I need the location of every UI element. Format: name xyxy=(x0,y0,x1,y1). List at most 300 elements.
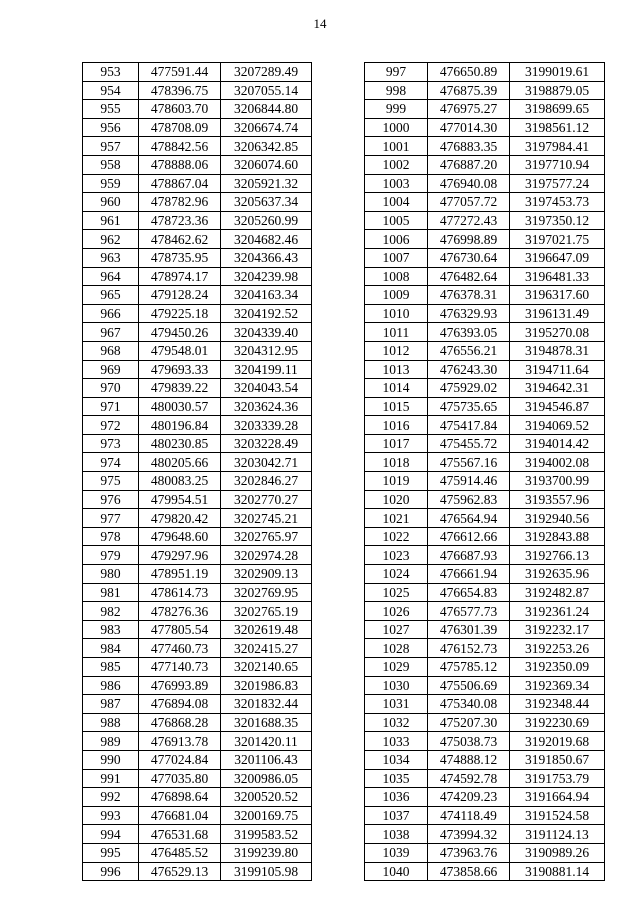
y-coordinate-cell: 3203228.49 xyxy=(221,434,312,453)
table-row xyxy=(83,602,312,621)
x-coordinate-cell: 475914.46 xyxy=(428,472,510,491)
table-row xyxy=(365,137,605,156)
y-coordinate-cell: 3204366.43 xyxy=(221,248,312,267)
x-coordinate-cell: 476531.68 xyxy=(139,825,221,844)
point-number-cell: 1032 xyxy=(365,713,428,732)
y-coordinate-cell: 3194069.52 xyxy=(510,416,605,435)
table-row xyxy=(83,230,312,249)
table-row xyxy=(365,527,605,546)
x-coordinate-cell: 475785.12 xyxy=(428,658,510,677)
coordinate-table-left xyxy=(82,62,312,881)
y-coordinate-cell: 3200986.05 xyxy=(221,769,312,788)
table-row xyxy=(83,658,312,677)
table-row xyxy=(83,63,312,82)
y-coordinate-cell: 3203339.28 xyxy=(221,416,312,435)
y-coordinate-cell: 3203624.36 xyxy=(221,397,312,416)
table-row xyxy=(83,565,312,584)
y-coordinate-cell: 3192348.44 xyxy=(510,695,605,714)
point-number-cell: 1002 xyxy=(365,155,428,174)
table-row xyxy=(365,304,605,323)
table-row xyxy=(83,713,312,732)
table-row xyxy=(83,639,312,658)
y-coordinate-cell: 3192232.17 xyxy=(510,620,605,639)
point-number-cell: 1027 xyxy=(365,620,428,639)
page-number: 14 xyxy=(313,16,327,31)
y-coordinate-cell: 3194642.31 xyxy=(510,379,605,398)
y-coordinate-cell: 3197021.75 xyxy=(510,230,605,249)
point-number-cell: 1040 xyxy=(365,862,428,881)
table-row xyxy=(365,360,605,379)
point-number-cell: 1010 xyxy=(365,304,428,323)
table-row xyxy=(83,862,312,881)
point-number-cell: 971 xyxy=(83,397,139,416)
y-coordinate-cell: 3201106.43 xyxy=(221,750,312,769)
point-number-cell: 988 xyxy=(83,713,139,732)
y-coordinate-cell: 3192766.13 xyxy=(510,546,605,565)
y-coordinate-cell: 3198879.05 xyxy=(510,81,605,100)
point-number-cell: 996 xyxy=(83,862,139,881)
x-coordinate-cell: 476887.20 xyxy=(428,155,510,174)
x-coordinate-cell: 477460.73 xyxy=(139,639,221,658)
x-coordinate-cell: 475038.73 xyxy=(428,732,510,751)
x-coordinate-cell: 476913.78 xyxy=(139,732,221,751)
table-row xyxy=(83,341,312,360)
point-number-cell: 984 xyxy=(83,639,139,658)
x-coordinate-cell: 474592.78 xyxy=(428,769,510,788)
y-coordinate-cell: 3192482.87 xyxy=(510,583,605,602)
point-number-cell: 1015 xyxy=(365,397,428,416)
x-coordinate-cell: 478735.95 xyxy=(139,248,221,267)
x-coordinate-cell: 476687.93 xyxy=(428,546,510,565)
x-coordinate-cell: 476556.21 xyxy=(428,341,510,360)
y-coordinate-cell: 3201832.44 xyxy=(221,695,312,714)
table-row xyxy=(365,639,605,658)
y-coordinate-cell: 3204312.95 xyxy=(221,341,312,360)
point-number-cell: 978 xyxy=(83,527,139,546)
point-number-cell: 982 xyxy=(83,602,139,621)
table-row xyxy=(83,211,312,230)
y-coordinate-cell: 3197710.94 xyxy=(510,155,605,174)
point-number-cell: 981 xyxy=(83,583,139,602)
x-coordinate-cell: 478782.96 xyxy=(139,193,221,212)
point-number-cell: 1026 xyxy=(365,602,428,621)
x-coordinate-cell: 478614.73 xyxy=(139,583,221,602)
y-coordinate-cell: 3202974.28 xyxy=(221,546,312,565)
x-coordinate-cell: 476612.66 xyxy=(428,527,510,546)
point-number-cell: 955 xyxy=(83,100,139,119)
table-row xyxy=(83,472,312,491)
x-coordinate-cell: 475962.83 xyxy=(428,490,510,509)
x-coordinate-cell: 479128.24 xyxy=(139,286,221,305)
x-coordinate-cell: 478974.17 xyxy=(139,267,221,286)
x-coordinate-cell: 475567.16 xyxy=(428,453,510,472)
point-number-cell: 961 xyxy=(83,211,139,230)
y-coordinate-cell: 3205260.99 xyxy=(221,211,312,230)
table-row xyxy=(365,750,605,769)
y-coordinate-cell: 3202415.27 xyxy=(221,639,312,658)
x-coordinate-cell: 480230.85 xyxy=(139,434,221,453)
point-number-cell: 987 xyxy=(83,695,139,714)
point-number-cell: 1034 xyxy=(365,750,428,769)
x-coordinate-cell: 475735.65 xyxy=(428,397,510,416)
x-coordinate-cell: 478723.36 xyxy=(139,211,221,230)
point-number-cell: 972 xyxy=(83,416,139,435)
point-number-cell: 1000 xyxy=(365,118,428,137)
y-coordinate-cell: 3206342.85 xyxy=(221,137,312,156)
point-number-cell: 997 xyxy=(365,63,428,82)
x-coordinate-cell: 480196.84 xyxy=(139,416,221,435)
x-coordinate-cell: 480205.66 xyxy=(139,453,221,472)
point-number-cell: 1005 xyxy=(365,211,428,230)
x-coordinate-cell: 474888.12 xyxy=(428,750,510,769)
x-coordinate-cell: 478276.36 xyxy=(139,602,221,621)
x-coordinate-cell: 473963.76 xyxy=(428,843,510,862)
table-row xyxy=(83,583,312,602)
x-coordinate-cell: 476998.89 xyxy=(428,230,510,249)
x-coordinate-cell: 479450.26 xyxy=(139,323,221,342)
point-number-cell: 1013 xyxy=(365,360,428,379)
table-row xyxy=(365,341,605,360)
y-coordinate-cell: 3191524.58 xyxy=(510,806,605,825)
point-number-cell: 968 xyxy=(83,341,139,360)
table-row xyxy=(83,304,312,323)
table-row xyxy=(365,100,605,119)
point-number-cell: 1029 xyxy=(365,658,428,677)
y-coordinate-cell: 3204163.34 xyxy=(221,286,312,305)
y-coordinate-cell: 3192940.56 xyxy=(510,509,605,528)
y-coordinate-cell: 3207055.14 xyxy=(221,81,312,100)
table-row xyxy=(365,397,605,416)
x-coordinate-cell: 475455.72 xyxy=(428,434,510,453)
table-row xyxy=(83,676,312,695)
x-coordinate-cell: 474118.49 xyxy=(428,806,510,825)
table-row xyxy=(365,267,605,286)
x-coordinate-cell: 478867.04 xyxy=(139,174,221,193)
x-coordinate-cell: 473994.32 xyxy=(428,825,510,844)
point-number-cell: 1021 xyxy=(365,509,428,528)
x-coordinate-cell: 477591.44 xyxy=(139,63,221,82)
y-coordinate-cell: 3192230.69 xyxy=(510,713,605,732)
table-row xyxy=(83,267,312,286)
y-coordinate-cell: 3196317.60 xyxy=(510,286,605,305)
point-number-cell: 973 xyxy=(83,434,139,453)
table-row xyxy=(83,620,312,639)
point-number-cell: 983 xyxy=(83,620,139,639)
y-coordinate-cell: 3202619.48 xyxy=(221,620,312,639)
table-row xyxy=(365,620,605,639)
y-coordinate-cell: 3197577.24 xyxy=(510,174,605,193)
x-coordinate-cell: 476661.94 xyxy=(428,565,510,584)
coordinate-table-right xyxy=(364,62,605,881)
x-coordinate-cell: 476378.31 xyxy=(428,286,510,305)
x-coordinate-cell: 477024.84 xyxy=(139,750,221,769)
x-coordinate-cell: 476301.39 xyxy=(428,620,510,639)
y-coordinate-cell: 3205921.32 xyxy=(221,174,312,193)
table-row xyxy=(365,769,605,788)
point-number-cell: 990 xyxy=(83,750,139,769)
y-coordinate-cell: 3206844.80 xyxy=(221,100,312,119)
point-number-cell: 1014 xyxy=(365,379,428,398)
point-number-cell: 1019 xyxy=(365,472,428,491)
table-row xyxy=(365,565,605,584)
x-coordinate-cell: 476898.64 xyxy=(139,788,221,807)
y-coordinate-cell: 3197453.73 xyxy=(510,193,605,212)
x-coordinate-cell: 476975.27 xyxy=(428,100,510,119)
x-coordinate-cell: 476730.64 xyxy=(428,248,510,267)
y-coordinate-cell: 3190989.26 xyxy=(510,843,605,862)
x-coordinate-cell: 476993.89 xyxy=(139,676,221,695)
y-coordinate-cell: 3193700.99 xyxy=(510,472,605,491)
y-coordinate-cell: 3207289.49 xyxy=(221,63,312,82)
y-coordinate-cell: 3203042.71 xyxy=(221,453,312,472)
point-number-cell: 970 xyxy=(83,379,139,398)
table-row xyxy=(365,211,605,230)
point-number-cell: 980 xyxy=(83,565,139,584)
table-row xyxy=(83,248,312,267)
table-row xyxy=(83,434,312,453)
x-coordinate-cell: 478842.56 xyxy=(139,137,221,156)
x-coordinate-cell: 475417.84 xyxy=(428,416,510,435)
y-coordinate-cell: 3199239.80 xyxy=(221,843,312,862)
x-coordinate-cell: 479225.18 xyxy=(139,304,221,323)
table-row xyxy=(365,379,605,398)
table-row xyxy=(365,155,605,174)
x-coordinate-cell: 479693.33 xyxy=(139,360,221,379)
y-coordinate-cell: 3194002.08 xyxy=(510,453,605,472)
table-row xyxy=(83,360,312,379)
point-number-cell: 985 xyxy=(83,658,139,677)
x-coordinate-cell: 477805.54 xyxy=(139,620,221,639)
x-coordinate-cell: 475340.08 xyxy=(428,695,510,714)
table-row xyxy=(83,174,312,193)
table-row xyxy=(83,509,312,528)
x-coordinate-cell: 478396.75 xyxy=(139,81,221,100)
x-coordinate-cell: 476940.08 xyxy=(428,174,510,193)
y-coordinate-cell: 3206674.74 xyxy=(221,118,312,137)
point-number-cell: 1024 xyxy=(365,565,428,584)
table-row xyxy=(83,825,312,844)
table-row xyxy=(83,379,312,398)
x-coordinate-cell: 478708.09 xyxy=(139,118,221,137)
point-number-cell: 969 xyxy=(83,360,139,379)
point-number-cell: 992 xyxy=(83,788,139,807)
table-row xyxy=(365,63,605,82)
x-coordinate-cell: 476868.28 xyxy=(139,713,221,732)
point-number-cell: 953 xyxy=(83,63,139,82)
point-number-cell: 1038 xyxy=(365,825,428,844)
y-coordinate-cell: 3202140.65 xyxy=(221,658,312,677)
x-coordinate-cell: 476883.35 xyxy=(428,137,510,156)
table-row xyxy=(365,602,605,621)
y-coordinate-cell: 3205637.34 xyxy=(221,193,312,212)
x-coordinate-cell: 479297.96 xyxy=(139,546,221,565)
point-number-cell: 998 xyxy=(365,81,428,100)
point-number-cell: 954 xyxy=(83,81,139,100)
point-number-cell: 1028 xyxy=(365,639,428,658)
point-number-cell: 989 xyxy=(83,732,139,751)
table-row xyxy=(365,713,605,732)
x-coordinate-cell: 475207.30 xyxy=(428,713,510,732)
point-number-cell: 1035 xyxy=(365,769,428,788)
y-coordinate-cell: 3192369.34 xyxy=(510,676,605,695)
table-row xyxy=(83,490,312,509)
table-row xyxy=(83,788,312,807)
point-number-cell: 1033 xyxy=(365,732,428,751)
y-coordinate-cell: 3192635.96 xyxy=(510,565,605,584)
y-coordinate-cell: 3200520.52 xyxy=(221,788,312,807)
table-row xyxy=(83,155,312,174)
x-coordinate-cell: 476654.83 xyxy=(428,583,510,602)
y-coordinate-cell: 3202769.95 xyxy=(221,583,312,602)
point-number-cell: 1017 xyxy=(365,434,428,453)
table-row xyxy=(83,193,312,212)
point-number-cell: 1036 xyxy=(365,788,428,807)
table-row xyxy=(83,397,312,416)
point-number-cell: 1007 xyxy=(365,248,428,267)
x-coordinate-cell: 476681.04 xyxy=(139,806,221,825)
table-row xyxy=(365,509,605,528)
y-coordinate-cell: 3192253.26 xyxy=(510,639,605,658)
x-coordinate-cell: 478462.62 xyxy=(139,230,221,249)
x-coordinate-cell: 476329.93 xyxy=(428,304,510,323)
x-coordinate-cell: 474209.23 xyxy=(428,788,510,807)
x-coordinate-cell: 480030.57 xyxy=(139,397,221,416)
table-row xyxy=(365,658,605,677)
point-number-cell: 1003 xyxy=(365,174,428,193)
point-number-cell: 986 xyxy=(83,676,139,695)
point-number-cell: 1004 xyxy=(365,193,428,212)
x-coordinate-cell: 476152.73 xyxy=(428,639,510,658)
point-number-cell: 1037 xyxy=(365,806,428,825)
point-number-cell: 995 xyxy=(83,843,139,862)
y-coordinate-cell: 3204239.98 xyxy=(221,267,312,286)
point-number-cell: 1031 xyxy=(365,695,428,714)
y-coordinate-cell: 3192350.09 xyxy=(510,658,605,677)
table-row xyxy=(365,695,605,714)
point-number-cell: 977 xyxy=(83,509,139,528)
x-coordinate-cell: 479839.22 xyxy=(139,379,221,398)
point-number-cell: 962 xyxy=(83,230,139,249)
y-coordinate-cell: 3194711.64 xyxy=(510,360,605,379)
y-coordinate-cell: 3204192.52 xyxy=(221,304,312,323)
point-number-cell: 1018 xyxy=(365,453,428,472)
table-row xyxy=(365,118,605,137)
x-coordinate-cell: 480083.25 xyxy=(139,472,221,491)
table-row xyxy=(83,527,312,546)
x-coordinate-cell: 477140.73 xyxy=(139,658,221,677)
table-row xyxy=(83,118,312,137)
x-coordinate-cell: 476894.08 xyxy=(139,695,221,714)
table-row xyxy=(83,695,312,714)
y-coordinate-cell: 3202745.21 xyxy=(221,509,312,528)
table-row xyxy=(365,825,605,844)
y-coordinate-cell: 3202765.19 xyxy=(221,602,312,621)
point-number-cell: 1039 xyxy=(365,843,428,862)
point-number-cell: 999 xyxy=(365,100,428,119)
y-coordinate-cell: 3199019.61 xyxy=(510,63,605,82)
y-coordinate-cell: 3193557.96 xyxy=(510,490,605,509)
y-coordinate-cell: 3196131.49 xyxy=(510,304,605,323)
point-number-cell: 1025 xyxy=(365,583,428,602)
y-coordinate-cell: 3196481.33 xyxy=(510,267,605,286)
point-number-cell: 965 xyxy=(83,286,139,305)
table-row xyxy=(365,323,605,342)
table-row xyxy=(83,453,312,472)
y-coordinate-cell: 3196647.09 xyxy=(510,248,605,267)
y-coordinate-cell: 3199105.98 xyxy=(221,862,312,881)
table-row xyxy=(83,137,312,156)
x-coordinate-cell: 477272.43 xyxy=(428,211,510,230)
table-row xyxy=(365,286,605,305)
y-coordinate-cell: 3192843.88 xyxy=(510,527,605,546)
table-row xyxy=(365,788,605,807)
table-row xyxy=(83,81,312,100)
y-coordinate-cell: 3192019.68 xyxy=(510,732,605,751)
x-coordinate-cell: 475506.69 xyxy=(428,676,510,695)
x-coordinate-cell: 477057.72 xyxy=(428,193,510,212)
point-number-cell: 976 xyxy=(83,490,139,509)
y-coordinate-cell: 3190881.14 xyxy=(510,862,605,881)
point-number-cell: 963 xyxy=(83,248,139,267)
table-row xyxy=(365,434,605,453)
table-row xyxy=(365,81,605,100)
y-coordinate-cell: 3202846.27 xyxy=(221,472,312,491)
y-coordinate-cell: 3204682.46 xyxy=(221,230,312,249)
table-row xyxy=(83,750,312,769)
x-coordinate-cell: 473858.66 xyxy=(428,862,510,881)
y-coordinate-cell: 3194878.31 xyxy=(510,341,605,360)
point-number-cell: 979 xyxy=(83,546,139,565)
table-row xyxy=(365,174,605,193)
x-coordinate-cell: 476482.64 xyxy=(428,267,510,286)
point-number-cell: 1011 xyxy=(365,323,428,342)
y-coordinate-cell: 3191850.67 xyxy=(510,750,605,769)
x-coordinate-cell: 476529.13 xyxy=(139,862,221,881)
point-number-cell: 1030 xyxy=(365,676,428,695)
table-row xyxy=(365,806,605,825)
table-row xyxy=(83,769,312,788)
point-number-cell: 1008 xyxy=(365,267,428,286)
point-number-cell: 1012 xyxy=(365,341,428,360)
table-row xyxy=(365,230,605,249)
table-row xyxy=(83,416,312,435)
point-number-cell: 966 xyxy=(83,304,139,323)
point-number-cell: 960 xyxy=(83,193,139,212)
x-coordinate-cell: 479954.51 xyxy=(139,490,221,509)
table-row xyxy=(83,100,312,119)
y-coordinate-cell: 3198699.65 xyxy=(510,100,605,119)
y-coordinate-cell: 3191124.13 xyxy=(510,825,605,844)
x-coordinate-cell: 478951.19 xyxy=(139,565,221,584)
table-row xyxy=(365,676,605,695)
y-coordinate-cell: 3192361.24 xyxy=(510,602,605,621)
x-coordinate-cell: 477014.30 xyxy=(428,118,510,137)
x-coordinate-cell: 479648.60 xyxy=(139,527,221,546)
x-coordinate-cell: 478888.06 xyxy=(139,155,221,174)
x-coordinate-cell: 476243.30 xyxy=(428,360,510,379)
y-coordinate-cell: 3197350.12 xyxy=(510,211,605,230)
table-row xyxy=(365,843,605,862)
point-number-cell: 1009 xyxy=(365,286,428,305)
table-row xyxy=(83,286,312,305)
point-number-cell: 1020 xyxy=(365,490,428,509)
x-coordinate-cell: 476393.05 xyxy=(428,323,510,342)
y-coordinate-cell: 3195270.08 xyxy=(510,323,605,342)
y-coordinate-cell: 3201688.35 xyxy=(221,713,312,732)
table-row xyxy=(365,416,605,435)
y-coordinate-cell: 3191664.94 xyxy=(510,788,605,807)
y-coordinate-cell: 3204043.54 xyxy=(221,379,312,398)
